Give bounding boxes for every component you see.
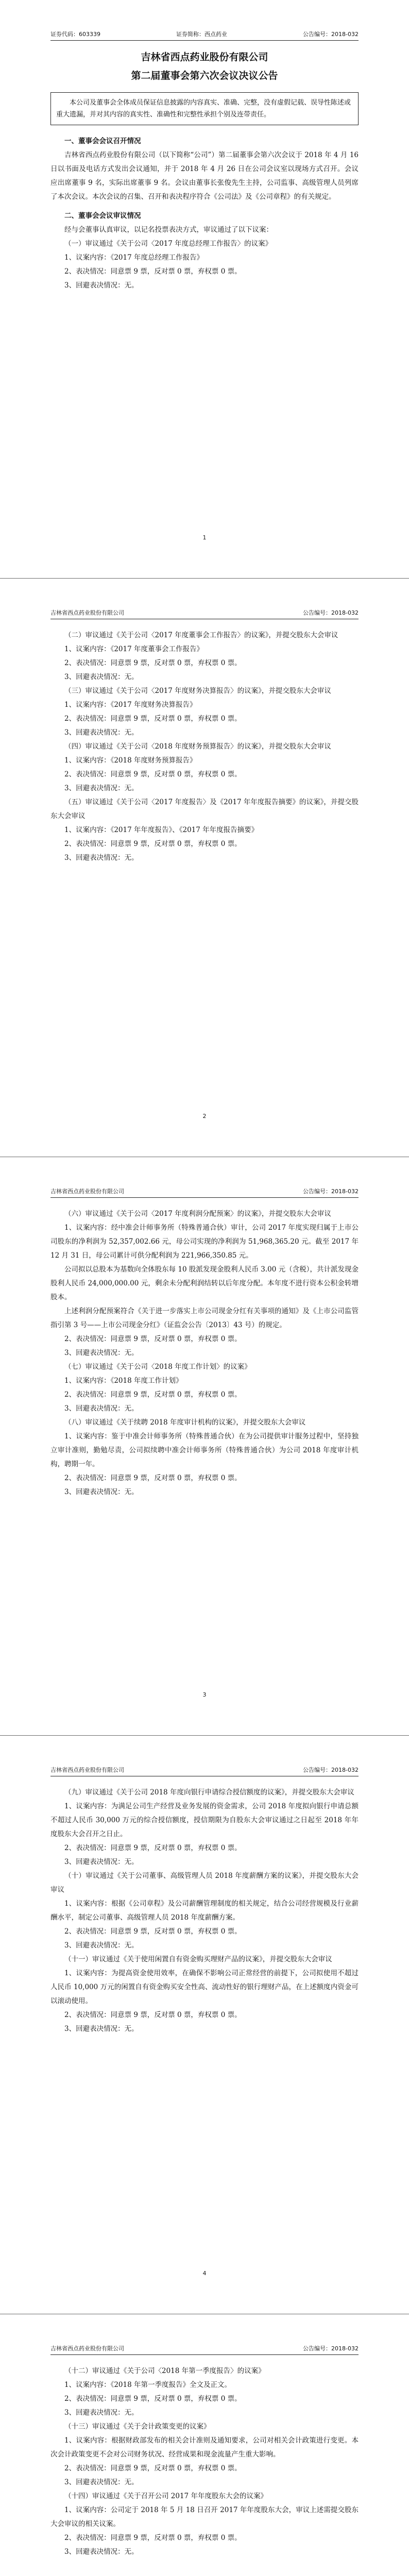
paragraph: 2、表决情况：同意票 9 票，反对票 0 票，弃权票 0 票。: [64, 1844, 242, 1852]
paragraph: 公司拟以总股本为基数向全体股东每 10 股派发现金股利人民币 3.00 元（含税），共计派发现金股利人民币 24,000,000.00 元，剩余未分配利润结转以后年度分配。本年度不进行资本公积金转增股本。: [50, 1265, 359, 1301]
paragraph: 上述利润分配预案符合《关于进一步落实上市公司现金分红有关事项的通知》及《上市公司监管指引第 3 号——上市公司现金分红》（证监会公告〔2013〕43 号）的规定。: [50, 1307, 359, 1329]
paragraph: 2、表决情况：同意票 9 票，反对票 0 票，弃权票 0 票。: [64, 2464, 242, 2472]
paragraph: （十一）审议通过《关于使用闲置自有资金购买理财产品的议案》，并提交股东大会审议: [64, 1955, 332, 1963]
paragraph: 1、议案内容：《2017 年年度报告》、《2017 年年度报告摘要》: [64, 826, 259, 834]
header-right: 公告编号：2018-032: [303, 2345, 359, 2352]
paragraph: 吉林省西点药业股份有限公司（以下简称“公司”）第二届董事会第六次会议于 2018 年 4 月 16 日以书面及电话方式发出会议通知，并于 2018 年 4 月 26 日在公司会议室以现场方式召开。会议应出席董事 9 名，实际出席董事 9 名。会议由董事长张俊先生主持，公司监事、高级管理人员列席了本次会议。本次会议的召集、召开和表决程序符合《公司法》及《公司章程》的有关规定。: [50, 151, 359, 201]
paragraph: 3、回避表决情况：无。: [64, 2548, 139, 2556]
page-1: [0, 0, 409, 579]
page-header: [50, 608, 359, 619]
page-number: 3: [202, 1691, 207, 1698]
paragraph: 2、表决情况：同意票 9 票，反对票 0 票，弃权票 0 票。: [64, 2395, 242, 2403]
page-4: [0, 1736, 409, 2314]
paragraph: （二）审议通过《关于公司〈2017 年度董事会工作报告〉的议案》，并提交股东大会审议: [64, 631, 338, 639]
paragraph: （十三）审议通过《关于会计政策变更的议案》: [64, 2422, 211, 2431]
header-code-left: 证券代码：603339: [50, 31, 100, 38]
paragraph: 1、议案内容：《2018 年度工作计划》: [64, 1377, 183, 1385]
paragraph: 1、议案内容：为提高资金使用效率，在确保不影响公司正常经营的前提下，公司拟使用不超过人民币 10,000 万元的闲置自有资金购买安全性高、流动性好的银行理财产品，在上述额度内资金可以滚动使用。: [50, 1969, 359, 2005]
doc-title2: 第二届董事会第六次会议决议公告: [131, 70, 278, 81]
paragraph: （六）审议通过《关于公司〈2017 年度利润分配预案〉的议案》，并提交股东大会审议: [64, 1210, 331, 1218]
paragraph: （十）审议通过《关于公司董事、高级管理人员 2018 年度薪酬方案的议案》，并提交股东大会审议: [50, 1872, 359, 1894]
paragraph: （三）审议通过《关于公司〈2017 年度财务决算报告〉的议案》，并提交股东大会审议: [64, 687, 331, 695]
paragraph: 1、议案内容：鉴于中准会计师事务所（特殊普通合伙）在为公司提供审计服务过程中，坚持独立审计准则，勤勉尽责，公司拟续聘中准会计师事务所（特殊普通合伙）为公司 2018 年度审计机构，聘期一年。: [50, 1432, 359, 1468]
header-left: 吉林省西点药业股份有限公司: [50, 609, 124, 616]
paragraph: （八）审议通过《关于续聘 2018 年度审计机构的议案》，并提交股东大会审议: [64, 1418, 306, 1427]
page-number: 1: [202, 534, 207, 541]
paragraph: 3、回避表决情况：无。: [64, 2409, 139, 2417]
paragraph: 2、表决情况：同意票 9 票，反对票 0 票，弃权票 0 票。: [64, 1391, 242, 1399]
paragraph: 2、表决情况：同意票 9 票，反对票 0 票，弃权票 0 票。: [64, 1335, 242, 1343]
paragraph: 2、表决情况：同意票 9 票，反对票 0 票，弃权票 0 票。: [64, 659, 242, 667]
paragraph: 3、回避表决情况：无。: [64, 854, 139, 862]
header-right: 公告编号：2018-032: [303, 1767, 359, 1773]
disclaimer-notice: 本公司及董事会全体成员保证信息披露的内容真实、准确、完整，没有虚假记载、误导性陈述或重大遗漏，并对其内容的真实性、准确性和完整性承担个别及连带责任。: [50, 92, 359, 125]
paragraph: 3、回避表决情况：无。: [64, 1349, 139, 1357]
page-3: [0, 1157, 409, 1736]
header-left: 吉林省西点药业股份有限公司: [50, 1767, 124, 1773]
paragraph: 3、回避表决情况：无。: [64, 2025, 139, 2033]
paragraph: （一）审议通过《关于公司〈2017 年度总经理工作报告〉的议案》: [64, 240, 272, 248]
paragraph: 2、表决情况：同意票 9 票，反对票 0 票，弃权票 0 票。: [64, 2011, 242, 2019]
paragraph: 2、表决情况：同意票 9 票，反对票 0 票，弃权票 0 票。: [64, 267, 242, 276]
paragraph: 1、议案内容：《2017 年度总经理工作报告》: [64, 253, 203, 262]
paragraph: 1、议案内容：《2018 年度财务预算报告》: [64, 756, 197, 765]
paragraph: 3、回避表决情况：无。: [64, 784, 139, 792]
paragraph: 2、表决情况：同意票 9 票，反对票 0 票，弃权票 0 票。: [64, 840, 242, 848]
paragraph: 2、表决情况：同意票 9 票，反对票 0 票，弃权票 0 票。: [64, 1474, 242, 1482]
paragraph: 1、议案内容：《2017 年度财务决算报告》: [64, 701, 197, 709]
paragraph: 2、表决情况：同意票 9 票，反对票 0 票，弃权票 0 票。: [64, 1927, 242, 1936]
paragraph: 1、议案内容：根据《公司章程》及公司薪酬管理制度的相关规定，结合公司经营规模及行业薪酬水平，制定公司董事、高级管理人员 2018 年度薪酬方案。: [50, 1900, 359, 1922]
paragraph: 2、表决情况：同意票 9 票，反对票 0 票，弃权票 0 票。: [64, 770, 242, 778]
paragraph: 3、回避表决情况：无。: [64, 1941, 139, 1950]
paragraph: 1、议案内容：公司定于 2018 年 5 月 18 日召开 2017 年年度股东大会，审议上述需提交股东大会审议的相关议案。: [50, 2506, 359, 2528]
page-header: [50, 1766, 359, 1776]
header-right: 公告编号：2018-032: [303, 1188, 359, 1195]
header-left: 吉林省西点药业股份有限公司: [50, 2345, 124, 2352]
paragraph: 1、议案内容：《2018 年第一季度报告》全文及正文。: [64, 2381, 231, 2389]
paragraph: （五）审议通过《关于公司〈2017 年度报告〉及《2017 年年度报告摘要》的议案》，并提交股东大会审议: [50, 798, 359, 820]
page-header: [50, 30, 359, 41]
paragraph: 2、表决情况：同意票 9 票，反对票 0 票，弃权票 0 票。: [64, 715, 242, 723]
paragraph: 1、议案内容：根据财政部发布的相关会计准则及通知要求，公司对相关会计政策进行变更。本次会计政策变更不会对公司财务状况、经营成果和现金流量产生重大影响。: [50, 2436, 359, 2459]
paragraph: （九）审议通过《关于公司 2018 年度向银行申请综合授信额度的议案》，并提交股东大会审议: [64, 1788, 354, 1797]
header-code-mid: 证券简称：西点药业: [176, 31, 228, 38]
paragraph: （十四）审议通过《关于召开公司 2017 年年度股东大会的议案》: [64, 2492, 267, 2500]
paragraph: （四）审议通过《关于公司〈2018 年度财务预算报告〉的议案》，并提交股东大会审议: [64, 742, 331, 751]
section-heading: 二、董事会会议审议情况: [64, 212, 141, 220]
page-number: 4: [202, 2270, 207, 2277]
page-2: [0, 579, 409, 1157]
paragraph: 2、表决情况：同意票 9 票，反对票 0 票，弃权票 0 票。: [64, 2534, 242, 2542]
paragraph: 1、议案内容：经中准会计师事务所（特殊普通合伙）审计，公司 2017 年度实现归属于上市公司股东的净利润为 52,357,002.66 元，母公司实现的净利润为 51,968,365.20 元。截至 2017 年 12 月 31 日，母公司累计可供分配利润为 221,966,350.85 元。: [50, 1224, 359, 1260]
paragraph: 3、回避表决情况：无。: [64, 1858, 139, 1866]
section-heading: 一、董事会会议召开情况: [64, 137, 141, 145]
page-header: [50, 2344, 359, 2355]
paragraph: （十二）审议通过《关于公司〈2018 年第一季度报告〉的议案》: [64, 2367, 265, 2375]
page-number: 2: [202, 1113, 207, 1120]
paragraph: 3、回避表决情况：无。: [64, 673, 139, 681]
paragraph: 1、议案内容：《2017 年度董事会工作报告》: [64, 645, 203, 653]
page-5: [0, 2314, 409, 2576]
header-right: 公告编号：2018-032: [303, 609, 359, 616]
page-header: [50, 1187, 359, 1198]
header-left: 吉林省西点药业股份有限公司: [50, 1188, 124, 1195]
paragraph: 经与会董事认真审议，以记名投票表决方式，审议通过了以下议案：: [64, 226, 273, 234]
paragraph: 3、回避表决情况：无。: [64, 1488, 139, 1496]
paragraph: 3、回避表决情况：无。: [64, 1404, 139, 1413]
header-code-right: 公告编号：2018-032: [303, 31, 359, 38]
paragraph: 3、回避表决情况：无。: [64, 281, 139, 290]
doc-title1: 吉林省西点药业股份有限公司: [141, 52, 268, 63]
paragraph: （七）审议通过《关于公司〈2018 年度工作计划〉的议案》: [64, 1363, 251, 1371]
paragraph: 3、回避表决情况：无。: [64, 2478, 139, 2486]
paragraph: 3、回避表决情况：无。: [64, 728, 139, 737]
paragraph: 1、议案内容：为满足公司生产经营及业务发展的资金需求，公司 2018 年度拟向银行申请总额不超过人民币 30,000 万元的综合授信额度，授信期限为自股东大会审议通过之日起至 2018 年年度股东大会召开之日止。: [50, 1802, 359, 1838]
